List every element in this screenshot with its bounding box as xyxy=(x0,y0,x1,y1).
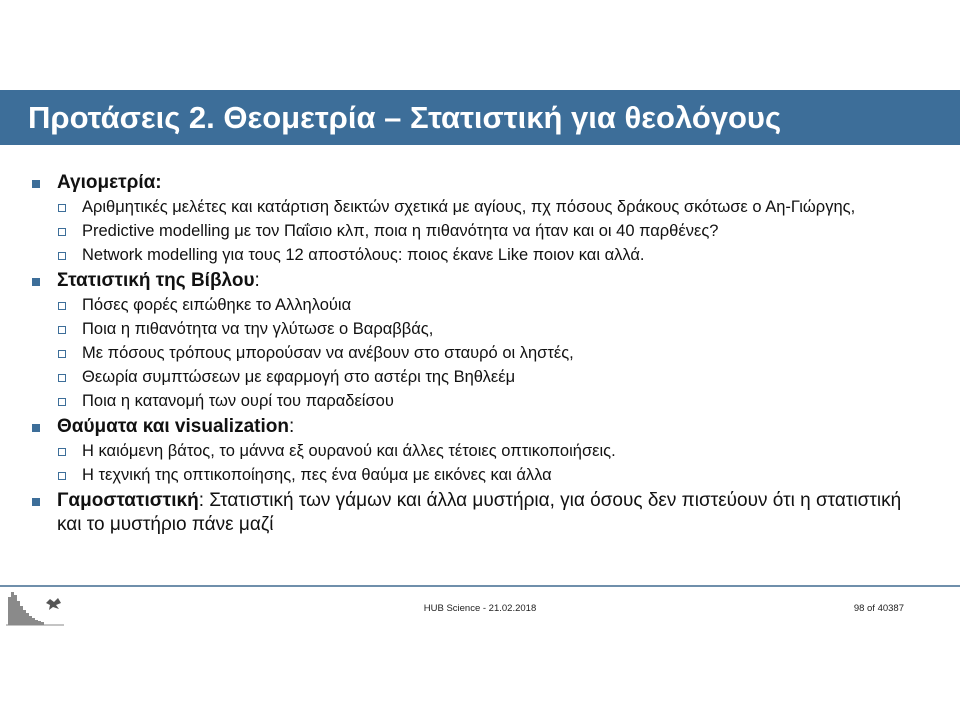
list-item-text: Ποια η πιθανότητα να την γλύτωσε ο Βαραββάς, xyxy=(82,320,434,338)
list-item xyxy=(58,295,912,315)
section-bible-statistics xyxy=(32,269,912,411)
slide-content xyxy=(32,171,912,540)
section-text: : Στατιστική των γάμων και άλλα μυστήρια, για όσους δεν πιστεύουν ότι η στατιστική και το μυστήριο πάνε μαζί xyxy=(57,490,902,535)
list-item-text: Ποια η κατανομή των ουρί του παραδείσου xyxy=(82,392,394,410)
list-item-text: Network modelling για τους 12 αποστόλους: ποιος έκανε Like ποιον και αλλά. xyxy=(82,246,645,264)
hollow-square-bullet-icon xyxy=(58,204,66,212)
hollow-square-bullet-icon xyxy=(58,374,66,382)
list-item-text: Predictive modelling με τον Παΐσιο κλπ, ποια η πιθανότητα να ήταν και οι 40 παρθένες? xyxy=(82,222,719,240)
square-bullet-icon xyxy=(32,278,40,286)
hollow-square-bullet-icon xyxy=(58,302,66,310)
list-item xyxy=(58,319,912,339)
list-item-text: Πόσες φορές ειπώθηκε το Αλληλούια xyxy=(82,296,352,314)
hollow-square-bullet-icon xyxy=(58,472,66,480)
section-heading: Θαύματα και visualization xyxy=(57,416,289,437)
footer-divider xyxy=(0,585,960,587)
list-item xyxy=(58,197,912,217)
list-item xyxy=(58,391,912,411)
section-hagiometry xyxy=(32,171,912,265)
section-text: : xyxy=(254,270,260,291)
list-item xyxy=(58,441,912,461)
sub-list xyxy=(58,441,912,485)
section-text: : xyxy=(288,416,295,437)
list-item xyxy=(58,221,912,241)
section-marriage-statistics xyxy=(32,489,912,537)
section-miracles-visualization xyxy=(32,415,912,485)
list-item xyxy=(58,245,912,265)
section-heading: Γαμοστατιστική xyxy=(57,490,199,511)
list-item-text: Η καιόμενη βάτος, το μάννα εξ ουρανού και άλλες τέτοιες οπτικοποιήσεις. xyxy=(82,442,616,460)
sub-list xyxy=(58,295,912,411)
title-bar xyxy=(0,90,960,145)
hollow-square-bullet-icon xyxy=(58,350,66,358)
square-bullet-icon xyxy=(32,180,40,188)
hollow-square-bullet-icon xyxy=(58,252,66,260)
square-bullet-icon xyxy=(32,498,40,506)
section-heading: Στατιστική της Βίβλου xyxy=(57,270,255,291)
hollow-square-bullet-icon xyxy=(58,228,66,236)
section-heading: Αγιομετρία: xyxy=(57,172,162,193)
sub-list xyxy=(58,197,912,265)
hollow-square-bullet-icon xyxy=(58,398,66,406)
list-item-text: Η τεχνική της οπτικοποίησης, πες ένα θαύμα με εικόνες και άλλα xyxy=(82,466,552,484)
list-item xyxy=(58,343,912,363)
list-item-text: Αριθμητικές μελέτες και κατάρτιση δεικτών σχετικά με αγίους, πχ πόσους δράκους σκότωσε ο Αη-Γιώργης, xyxy=(82,198,856,216)
list-item-text: Με πόσους τρόπους μπορούσαν να ανέβουν στο σταυρό οι ληστές, xyxy=(82,344,574,362)
list-item xyxy=(58,367,912,387)
list-item xyxy=(58,465,912,485)
hollow-square-bullet-icon xyxy=(58,326,66,334)
list-item-text: Θεωρία συμπτώσεων με εφαρμογή στο αστέρι της Βηθλεέμ xyxy=(82,368,516,386)
slide-title: Προτάσεις 2. Θεομετρία – Στατιστική για θεολόγους xyxy=(28,100,782,135)
square-bullet-icon xyxy=(32,424,40,432)
footer-page-number: 98 of 40387 xyxy=(853,603,904,614)
hollow-square-bullet-icon xyxy=(58,448,66,456)
footer-event: HUB Science - 21.02.2018 xyxy=(423,603,537,614)
